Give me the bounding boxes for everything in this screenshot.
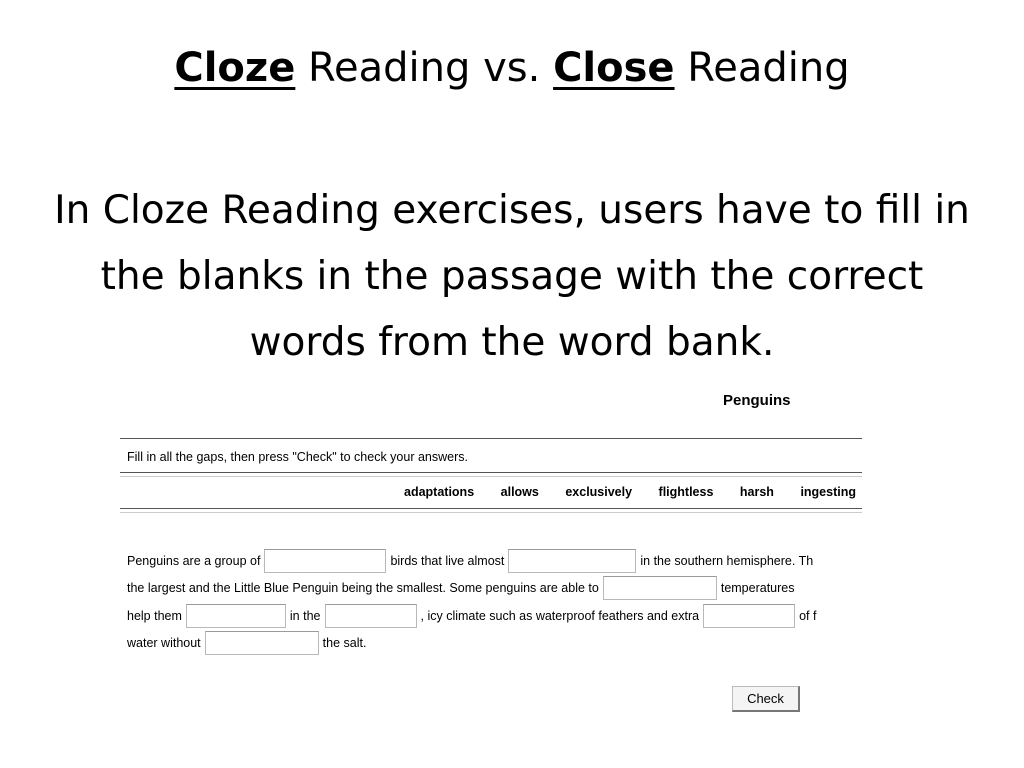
divider — [120, 472, 862, 473]
passage-text: the salt. — [322, 636, 367, 651]
gap-input[interactable] — [205, 631, 319, 655]
slide-title — [0, 38, 1024, 98]
passage-line — [127, 630, 862, 658]
word-bank — [381, 485, 856, 499]
exercise-instructions: Fill in all the gaps, then press "Check" to check your answers. — [127, 450, 468, 464]
passage-text: in the southern hemisphere. Th — [640, 553, 814, 568]
title-end: Reading — [674, 45, 850, 91]
cloze-passage — [127, 547, 862, 657]
cloze-exercise-screenshot — [120, 380, 862, 720]
passage-line — [127, 602, 862, 630]
passage-text: water without — [127, 636, 201, 651]
divider — [120, 508, 862, 509]
gap-input[interactable] — [325, 604, 417, 628]
gap-input[interactable] — [508, 549, 636, 573]
divider — [120, 512, 862, 513]
gap-input[interactable] — [186, 604, 286, 628]
gap-input[interactable] — [703, 604, 795, 628]
passage-text: in the — [289, 608, 321, 623]
passage-text: of f — [799, 608, 817, 623]
passage-line — [127, 547, 862, 575]
check-button[interactable]: Check — [732, 686, 800, 712]
title-cloze: Cloze — [174, 45, 296, 91]
word-bank-item: allows — [500, 485, 539, 499]
gap-input[interactable] — [603, 576, 717, 600]
divider — [120, 476, 862, 477]
passage-text: Penguins are a group of — [127, 553, 261, 568]
passage-text: , icy climate such as waterproof feathers and extra — [420, 608, 700, 623]
passage-text: the largest and the Little Blue Penguin being the smallest. Some penguins are able to — [127, 581, 599, 596]
gap-input[interactable] — [264, 549, 386, 573]
title-close: Close — [553, 45, 675, 91]
word-bank-item: harsh — [739, 485, 774, 499]
word-bank-item: adaptations — [404, 485, 475, 499]
passage-text: temperatures — [720, 581, 795, 596]
passage-line — [127, 575, 862, 603]
word-bank-item: flightless — [658, 485, 714, 499]
word-bank-item: ingesting — [800, 485, 856, 499]
word-bank-item: exclusively — [565, 485, 633, 499]
passage-text: help them — [127, 608, 182, 623]
title-middle: Reading vs. — [295, 45, 554, 91]
slide-body-text: In Cloze Reading exercises, users have to fill in the blanks in the passage with the correct words from the word bank. — [54, 188, 970, 365]
divider — [120, 438, 862, 439]
passage-text: birds that live almost — [390, 553, 505, 568]
exercise-title: Penguins — [723, 392, 791, 409]
